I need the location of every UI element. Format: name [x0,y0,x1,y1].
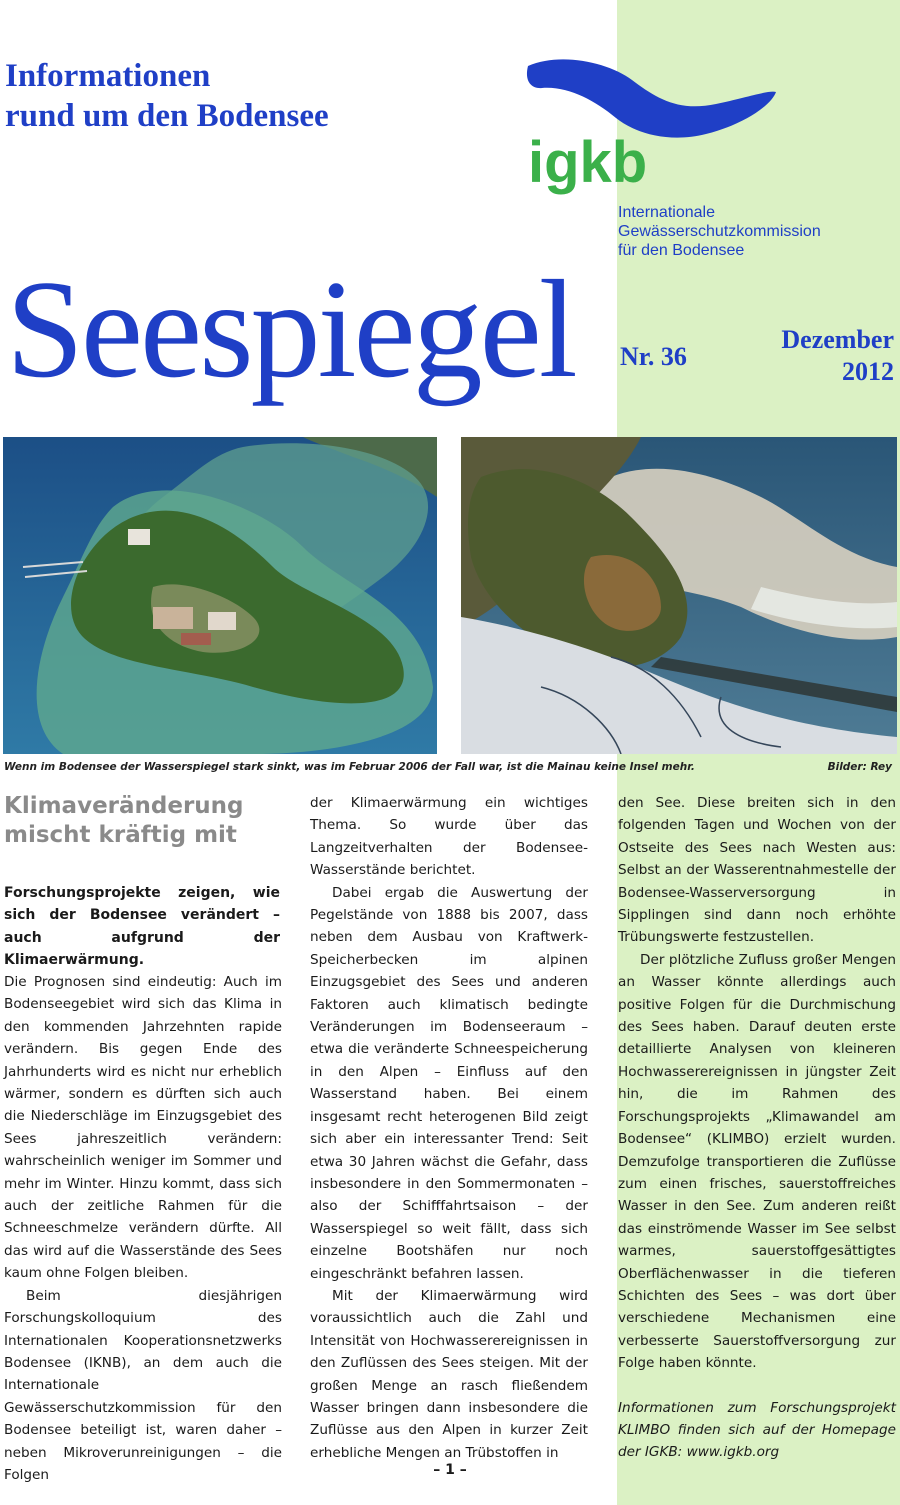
organization-name [618,203,821,260]
paragraph: den See. Diese breiten sich in den folgenden Tagen und Wochen von der Ostseite des Sees nach Westen aus: Selbst an der Wasserentnahmestelle der Bodensee-Wasserversorgung in Sipplingen sind dann noch erhöhte Trübungswerte festzustellen. [618,795,896,946]
paragraph: Die Prognosen sind eindeutig: Auch im Bodenseegebiet wird sich das Klima in den kommenden Jahrzehnten rapide verändern. Bis gegen Ende des Jahrhunderts wird es nicht nur erheblich wärmer, sondern es dürften sich auch die Niederschläge im Einzugsgebiet des Sees jahreszeitlich verändern: wahrscheinlich weniger im Sommer und mehr im Winter. Hinzu kommt, dass sich auch der zeitliche Rahmen für die Schneeschmelze verändern dürfte. All das wird auf die Wasserstände des Sees kaum ohne Folgen bleiben. [4,974,282,1282]
paragraph: Mit der Klimaerwärmung wird voraussichtlich auch die Zahl und Intensität von Hochwasserereignissen in den Zuflüssen des Sees steigen. Mit der großen Menge an rasch fließendem Wasser bringen dann insbesondere die Zuflüsse aus den Alpen in kurzer Zeit erhebliche Mengen an Trübstoffen in [310,1287,588,1461]
paragraph: Der plötzliche Zufluss großer Mengen an Wasser könnte allerdings auch positive Folgen für die Durchmischung des Sees haben. Darauf deuten erste detaillierte Analysen von kleineren Hochwasserereignissen in jüngster Zeit hin, die im Rahmen des Forschungsprojekts „Klimawandel am Bodensee“ (KLIMBO) erzielt wurden. Demzufolge transportieren die Zuflüsse zum einen frisches, sauerstoffreiches Wasser in den See. Zum anderen reißt das einströmende Wasser im See selbst warmes, sauerstoffgesättigtes Oberflächenwasser in die tieferen Schichten des Sees – was dort über verschiedene Mechanismen eine verbesserte Sauerstoffversorgung zur Folge haben könnte. [618,951,896,1372]
article-column-2 [310,792,588,1464]
masthead-title: Seespiegel [6,252,575,407]
org-line-1: Internationale [618,204,715,221]
article-column-3 [618,792,896,1464]
article-column-1 [4,971,282,1486]
project-info-note: Informationen zum Forschungsprojekt KLIMBO finden sich auf der Homepage der IGKB: www.igkb.org [618,1399,896,1461]
org-line-3: für den Bodensee [618,242,745,259]
island-photo-high-water [3,437,437,754]
tagline-line-2: rund um den Bodensee [5,98,329,134]
headline-line-2: mischt kräftig mit [4,822,237,848]
paragraph: Beim diesjährigen Forschungskolloquium des Internationalen Kooperationsnetzwerks Bodensee (IKNB), an dem auch die Internationale Gewässerschutzkommission für den Bodensee beteiligt ist, waren daher – neben Mikroverunreinigungen – die Folgen [4,1287,282,1483]
issue-month: Dezember [781,325,894,354]
article-lead: Forschungsprojekte zeigen, wie sich der Bodensee verändert – auch aufgrund der Klimaerwärmung. [4,885,280,969]
issue-year: 2012 [842,357,894,386]
tagline [5,56,329,136]
photo-credit: Bilder: Rey [827,761,892,773]
page-number: – 1 – [433,1462,467,1478]
issue-number: Nr. 36 [620,342,687,371]
org-line-2: Gewässerschutzkommission [618,223,821,240]
headline-line-1: Klimaveränderung [4,793,244,819]
issue-date [781,324,894,388]
caption-text: Wenn im Bodensee der Wasserspiegel stark sinkt, was im Februar 2006 der Fall war, ist die Mainau keine Insel mehr. [4,761,695,773]
island-photo-low-water [461,437,897,754]
article-headline [4,792,244,850]
paragraph: der Klimaerwärmung ein wichtiges Thema. So wurde über das Langzeitverhalten der Bodensee-Wasserstände berichtet. [310,795,588,879]
paragraph: Dabei ergab die Auswertung der Pegelstände von 1888 bis 2007, dass neben dem Ausbau von Kraftwerk-Speicherbecken im alpinen Einzugsgebiet des Sees und anderen Faktoren auch klimatisch bedingte Veränderungen im Bodenseeraum – etwa die veränderte Schneespeicherung in den Alpen – Einfluss auf den Wasserstand haben. Bei einem insgesamt recht heterogenen Bild zeigt sich aber ein interessanter Trend: Seit etwa 30 Jahren wächst die Gefahr, dass insbesondere in den Sommermonaten – also der Schifffahrtsaison – der Wasserspiegel so weit fällt, dass sich einzelne Bootshäfen nur noch eingeschränkt befahren lassen. [310,884,588,1282]
photo-caption [4,761,892,773]
igkb-logo-text: igkb [528,130,648,195]
tagline-line-1: Informationen [5,58,211,94]
